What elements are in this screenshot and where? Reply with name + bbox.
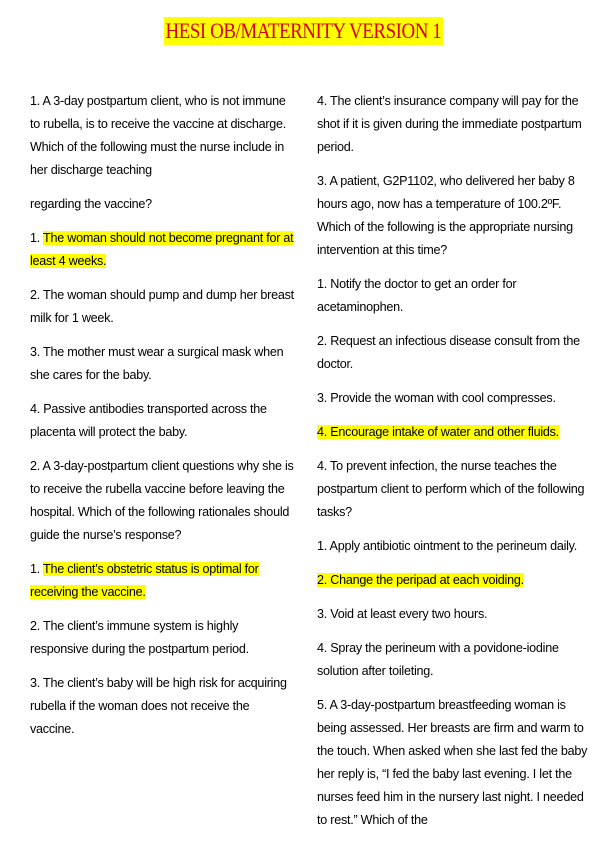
q4-option-1: 1. Apply antibiotic ointment to the perineum daily. xyxy=(317,539,578,553)
q3-option-2: 2. Request an infectious disease consult from the doctor. xyxy=(317,334,580,371)
correct-answer-highlight: The client’s obstetric status is optimal for receiving the vaccine. xyxy=(30,562,259,599)
q4-option-3: 3. Void at least every two hours. xyxy=(317,607,488,621)
q2-option-4: 4. The client’s insurance company will pay for the shot if it is given during the immediate postpartum period. xyxy=(317,94,582,154)
q1-option-2: 2. The woman should pump and dump her breast milk for 1 week. xyxy=(30,288,294,325)
correct-answer-highlight: 4. Encourage intake of water and other fluids. xyxy=(317,425,559,439)
q4-option-4: 4. Spray the perineum with a povidone-iodine solution after toileting. xyxy=(317,641,559,678)
q1-stem: 1. A 3-day postpartum client, who is not immune to rubella, is to receive the vaccine at discharge. Which of the following must the nurse include in her discharge teaching xyxy=(30,94,287,177)
q2-option-1 xyxy=(30,558,295,604)
q2-option-3: 3. The client’s baby will be high risk for acquiring rubella if the woman does not receive the vaccine. xyxy=(30,676,287,736)
q5-stem: 5. A 3-day-postpartum breastfeeding woman is being assessed. Her breasts are firm and warm to the touch. When asked when she last fed the baby her reply is, “I fed the baby last evening. I let the nurses feed him in the nursery last night. I needed to rest.” Which of the xyxy=(317,698,588,827)
left-column xyxy=(30,90,295,752)
right-column xyxy=(317,90,592,843)
q1-option-4: 4. Passive antibodies transported across the placenta will protect the baby. xyxy=(30,402,267,439)
q1-stem-cont: regarding the vaccine? xyxy=(30,197,152,211)
q1-option-1 xyxy=(30,227,295,273)
q3-option-3: 3. Provide the woman with cool compresses. xyxy=(317,391,556,405)
q3-option-4 xyxy=(317,421,592,444)
q1-option-3: 3. The mother must wear a surgical mask when she cares for the baby. xyxy=(30,345,284,382)
q4-stem: 4. To prevent infection, the nurse teaches the postpartum client to perform which of the following tasks? xyxy=(317,459,585,519)
option-number: 1. xyxy=(30,562,44,576)
q2-option-2: 2. The client’s immune system is highly responsive during the postpartum period. xyxy=(30,619,249,656)
option-number: 1. xyxy=(30,231,44,245)
correct-answer-highlight: 2. Change the peripad at each voiding. xyxy=(317,573,524,587)
page-title: HESI OB/MATERNITY VERSION 1 xyxy=(165,18,441,43)
q3-stem: 3. A patient, G2P1102, who delivered her baby 8 hours ago, now has a temperature of 100.2ºF. Which of the following is the appropriate nursing intervention at this time? xyxy=(317,174,575,257)
q2-stem: 2. A 3-day-postpartum client questions why she is to receive the rubella vaccine before leaving the hospital. Which of the following rationales should guide the nurse’s response? xyxy=(30,459,294,542)
q4-option-2 xyxy=(317,569,592,592)
title-container xyxy=(0,17,606,45)
correct-answer-highlight: The woman should not become pregnant for at least 4 weeks. xyxy=(30,231,294,268)
q3-option-1: 1. Notify the doctor to get an order for acetaminophen. xyxy=(317,277,517,314)
